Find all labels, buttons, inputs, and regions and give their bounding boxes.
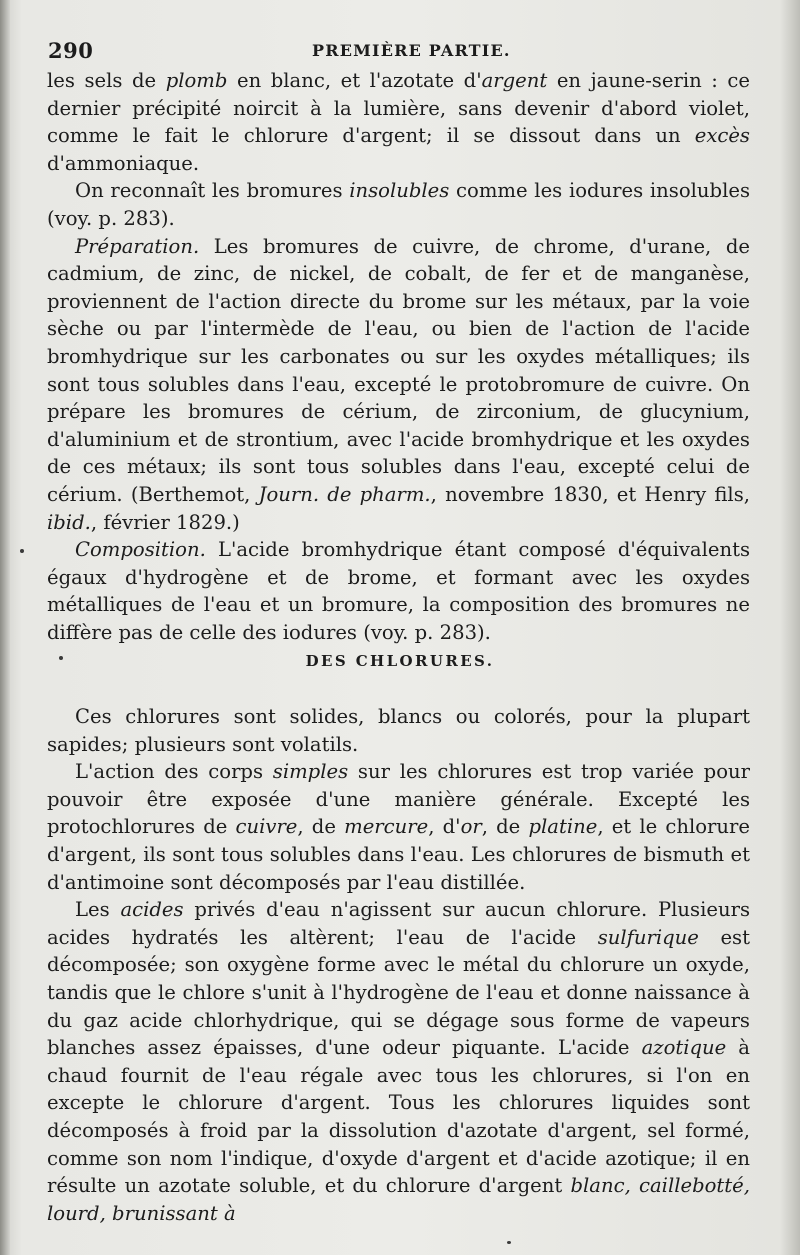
paragraph-acides: Les acides privés d'eau n'agissent sur aucun chlorure. Plusieurs acides hydratés les altèrent; l'eau de l'acide sulfurique est décomposée; son oxygène forme avec le métal du chlorure un oxyde, tandis que le chlore s'unit à l'hydrogène de l'eau et donne naissance à du gaz acide chlorhydrique, qui se dégage sous forme de vapeurs blanches assez épaisses, d'une odeur piquante. L'acide azotique à chaud fournit de l'eau régale avec tous les chlorures, si l'on en excepte le chlorure d'argent. Tous les chlorures liquides sont décomposés à froid par la dissolution d'azotate d'argent, sel formé, comme son nom l'indique, d'oxyde d'argent et d'acide azotique; il en résulte un azotate soluble, et du chlorure d'argent blanc, caillebotté, lourd, brunissant à	[47, 898, 750, 1225]
page-header	[48, 38, 768, 64]
ink-speck	[507, 1241, 511, 1244]
page-number: 290	[48, 38, 94, 63]
paragraph-corps-simples: L'action des corps simples sur les chlorures est trop variée pour pouvoir être exposée d'une manière générale. Excepté les protochlorures de cuivre, de mercure, d'or, de platine, et le chlorure d'argent, ils sont tous solubles dans l'eau. Les chlorures de bismuth et d'antimoine sont décomposés par l'eau distillée.	[47, 760, 750, 894]
paragraph-insolubles: On reconnaît les bromures insolubles comme les iodures insolubles (voy. p. 283).	[47, 179, 751, 230]
section-heading: DES CHLORURES.	[305, 652, 495, 670]
ink-speck	[20, 549, 24, 553]
page-binding-shadow	[0, 0, 10, 1255]
body-text-bottom	[47, 703, 750, 1227]
ink-speck	[59, 656, 63, 660]
paragraph-preparation: Préparation. Les bromures de cuivre, de chrome, d'urane, de cadmium, de zinc, de nickel, de cobalt, de fer et de manganèse, proviennent de l'action directe du brome sur les métaux, par la voie sèche ou par l'intermède de l'eau, ou bien de l'action de l'acide bromhydrique sur les carbonates ou sur les oxydes métalliques; ils sont tous solubles dans l'eau, excepté le protobromure de cuivre. On prépare les bromures de cérium, de zirconium, de glucynium, d'aluminium et de strontium, avec l'acide bromhydrique et les oxydes de ces métaux; ils sont tous solubles dans l'eau, excepté celui de cérium. (Berthemot, Journ. de pharm., novembre 1830, et Henry fils, ibid., février 1829.)	[47, 234, 750, 534]
running-title: PREMIÈRE PARTIE.	[312, 41, 511, 60]
paragraph-continuation: les sels de plomb en blanc, et l'azotate d'argent en jaune-serin : ce dernier précipité noircit à la lumière, sans devenir d'abord violet, comme le fait le chlorure d'argent; il se dissout dans un excès d'ammoniaque.	[47, 69, 750, 175]
paragraph-chlorures-intro: Ces chlorures sont solides, blancs ou colorés, pour la plupart sapides; plusieurs sont volatils.	[47, 705, 750, 756]
paragraph-composition: Composition. L'acide bromhydrique étant composé d'équivalents égaux d'hydrogène et de brome, et formant avec les oxydes métalliques de l'eau et un bromure, la composition des bromures ne diffère pas de celle des iodures (voy. p. 283).	[47, 538, 750, 644]
body-text-top	[47, 67, 750, 646]
